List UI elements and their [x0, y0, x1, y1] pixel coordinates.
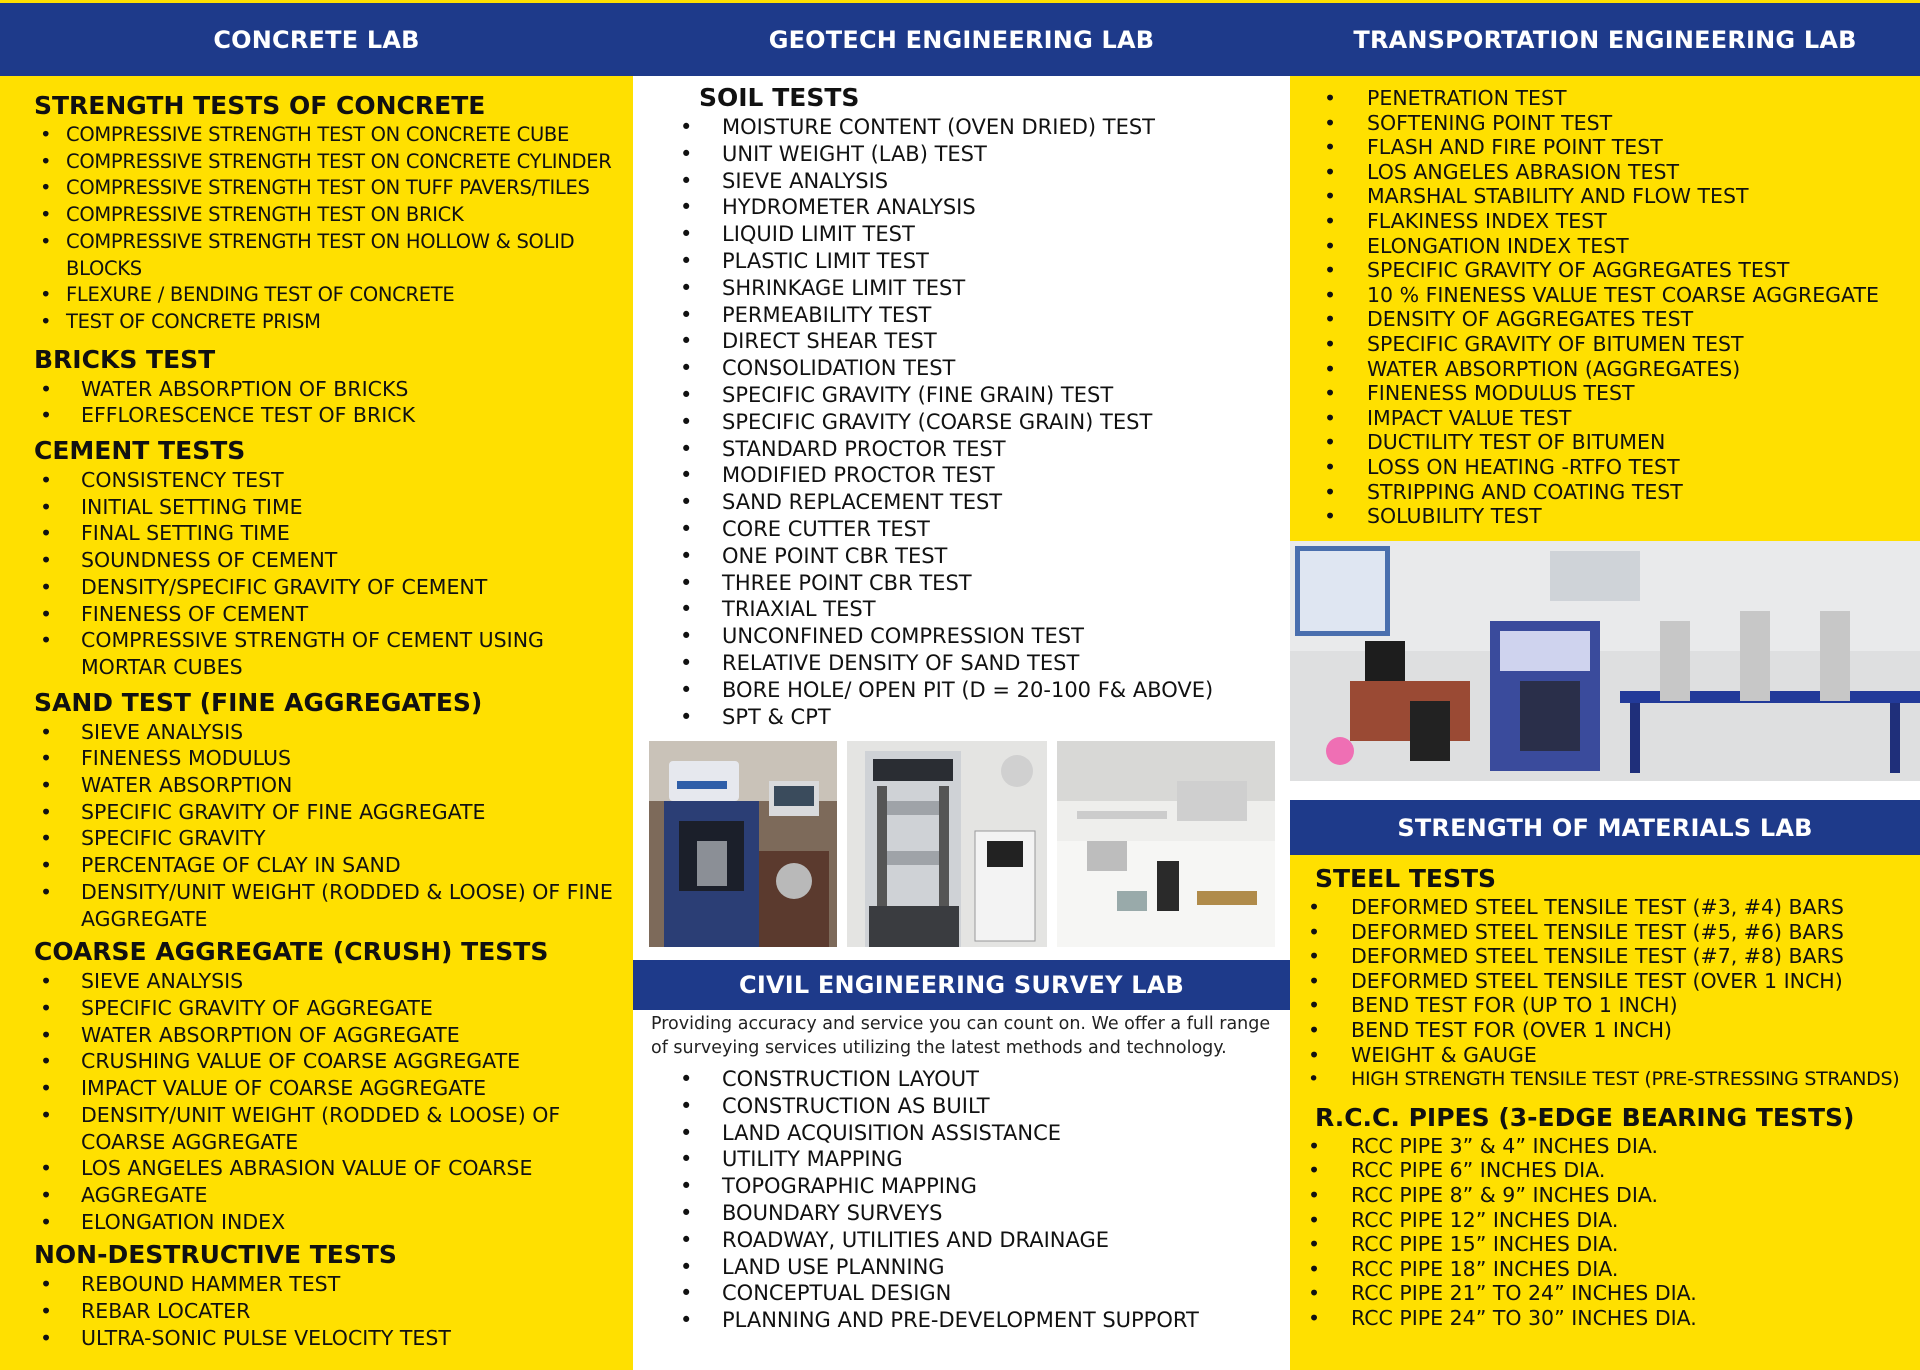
list-item: • RCC PIPE 21” TO 24” INCHES DIA. [1315, 1281, 1920, 1306]
section-title: NON-DESTRUCTIVE TESTS [34, 1240, 397, 1270]
list-item: • SPT & CPT [633, 704, 1287, 731]
compression-machine-photo [649, 741, 837, 947]
list-item: • 10 % FINENESS VALUE TEST COARSE AGGREGATE [1367, 283, 1920, 308]
list-item: • DUCTILITY TEST OF BITUMEN [1367, 430, 1920, 455]
list-item: • COMPRESSIVE STRENGTH TEST ON TUFF PAVERS/TILES [34, 175, 630, 202]
list-item: • MODIFIED PROCTOR TEST [633, 462, 1287, 489]
geotech-lab-header [633, 0, 1290, 76]
geotech-lab-column [633, 0, 1290, 1370]
list-item: • SOFTENING POINT TEST [1367, 111, 1920, 136]
list-item: • CONSTRUCTION LAYOUT [633, 1066, 1281, 1093]
list-item: • WEIGHT & GAUGE [1315, 1043, 1920, 1068]
list-item: • SIEVE ANALYSIS [34, 719, 630, 746]
rcc-pipes-list [1315, 1134, 1920, 1331]
list-item: • MARSHAL STABILITY AND FLOW TEST [1367, 184, 1920, 209]
geotech-photo-strip [649, 741, 1274, 947]
list-item: • IMPACT VALUE TEST [1367, 406, 1920, 431]
list-item: • HIGH STRENGTH TENSILE TEST (PRE-STRESSING STRANDS) [1315, 1067, 1920, 1092]
list-item: • MOISTURE CONTENT (OVEN DRIED) TEST [633, 114, 1287, 141]
list-item: • CRUSHING VALUE OF COARSE AGGREGATE [34, 1048, 630, 1075]
list-item: • SPECIFIC GRAVITY (COARSE GRAIN) TEST [633, 409, 1287, 436]
list-item: • ROADWAY, UTILITIES AND DRAINAGE [633, 1227, 1281, 1254]
list-item: • DENSITY OF AGGREGATES TEST [1367, 307, 1920, 332]
list-item: • CONSISTENCY TEST [34, 467, 630, 494]
list-item: • FINENESS MODULUS [34, 745, 630, 772]
list-item: • STANDARD PROCTOR TEST [633, 436, 1287, 463]
list-item: • CORE CUTTER TEST [633, 516, 1287, 543]
list-item: • WATER ABSORPTION OF AGGREGATE [34, 1022, 630, 1049]
transportation-tests-list [1367, 86, 1920, 529]
list-item: • SPECIFIC GRAVITY [34, 825, 630, 852]
section-title: CEMENT TESTS [34, 436, 246, 466]
list-item: • ULTRA-SONIC PULSE VELOCITY TEST [34, 1325, 630, 1352]
list-item: • HYDROMETER ANALYSIS [633, 194, 1287, 221]
list-item: • REBAR LOCATER [34, 1298, 630, 1325]
survey-services-list [633, 1066, 1281, 1334]
list-item: • COMPRESSIVE STRENGTH OF CEMENT USING MORTAR CUBES [34, 627, 630, 680]
list-item: • INITIAL SETTING TIME [34, 494, 630, 521]
list-item: • FLEXURE / BENDING TEST OF CONCRETE [34, 282, 630, 309]
list-item: • SPECIFIC GRAVITY (FINE GRAIN) TEST [633, 382, 1287, 409]
list-item: • TRIAXIAL TEST [633, 596, 1287, 623]
sand-tests-list [34, 719, 630, 933]
list-item: • PERCENTAGE OF CLAY IN SAND [34, 852, 630, 879]
list-item: • RCC PIPE 18” INCHES DIA. [1315, 1257, 1920, 1282]
section-title: COARSE AGGREGATE (CRUSH) TESTS [34, 937, 549, 967]
list-item: • PLANNING AND PRE-DEVELOPMENT SUPPORT [633, 1307, 1281, 1334]
transportation-lab-column [1290, 0, 1920, 1370]
list-item: • DEFORMED STEEL TENSILE TEST (#3, #4) BARS [1315, 895, 1920, 920]
list-item: • LOS ANGELES ABRASION VALUE OF COARSE [34, 1155, 630, 1182]
list-item: • RCC PIPE 6” INCHES DIA. [1315, 1158, 1920, 1183]
list-item: • CONSOLIDATION TEST [633, 355, 1287, 382]
list-item: • COMPRESSIVE STRENGTH TEST ON CONCRETE CUBE [34, 122, 630, 149]
list-item: • STRIPPING AND COATING TEST [1367, 480, 1920, 505]
list-item: • LAND ACQUISITION ASSISTANCE [633, 1120, 1281, 1147]
list-item: • EFFLORESCENCE TEST OF BRICK [34, 402, 630, 429]
concrete-lab-title: CONCRETE LAB [213, 25, 420, 54]
materials-lab-title: STRENGTH OF MATERIALS LAB [1397, 813, 1813, 842]
section-title: STRENGTH TESTS OF CONCRETE [34, 91, 486, 120]
section-title: STEEL TESTS [1315, 864, 1497, 893]
list-item: • PENETRATION TEST [1367, 86, 1920, 111]
section-title: BRICKS TEST [34, 344, 216, 374]
list-item: • UNIT WEIGHT (LAB) TEST [633, 141, 1287, 168]
section-title: R.C.C. PIPES (3-EDGE BEARING TESTS) [1315, 1102, 1855, 1132]
list-item: • COMPRESSIVE STRENGTH TEST ON CONCRETE CYLINDER [34, 149, 630, 176]
materials-tests-body [1290, 855, 1920, 1370]
list-item: • ELONGATION INDEX TEST [1367, 234, 1920, 259]
list-item: • THREE POINT CBR TEST [633, 570, 1287, 597]
transportation-lab-header [1290, 0, 1920, 76]
concrete-lab-body [34, 86, 630, 1351]
list-item: • LAND USE PLANNING [633, 1254, 1281, 1281]
list-item: • SOLUBILITY TEST [1367, 504, 1920, 529]
transportation-lab-title: TRANSPORTATION ENGINEERING LAB [1353, 25, 1857, 54]
steel-tests-list [1315, 895, 1920, 1092]
list-item: • SPECIFIC GRAVITY OF FINE AGGREGATE [34, 799, 630, 826]
list-item: • SIEVE ANALYSIS [34, 968, 630, 995]
list-item: • DEFORMED STEEL TENSILE TEST (#7, #8) BARS [1315, 944, 1920, 969]
soil-tests-body [667, 82, 1287, 730]
non-destructive-tests-list [34, 1271, 630, 1351]
list-item: • SHRINKAGE LIMIT TEST [633, 275, 1287, 302]
list-item: • FINENESS MODULUS TEST [1367, 381, 1920, 406]
list-item: • FLAKINESS INDEX TEST [1367, 209, 1920, 234]
list-item: • LOS ANGELES ABRASION TEST [1367, 160, 1920, 185]
list-item: • FINAL SETTING TIME [34, 520, 630, 547]
list-item: • PLASTIC LIMIT TEST [633, 248, 1287, 275]
geotech-lab-title: GEOTECH ENGINEERING LAB [768, 25, 1155, 54]
list-item: • LIQUID LIMIT TEST [633, 221, 1287, 248]
survey-lab-body [651, 1012, 1281, 1334]
list-item: • DEFORMED STEEL TENSILE TEST (#5, #6) BARS [1315, 920, 1920, 945]
list-item: • FINENESS OF CEMENT [34, 601, 630, 628]
list-item: • UNCONFINED COMPRESSION TEST [633, 623, 1287, 650]
survey-lab-header [633, 960, 1290, 1010]
list-item: • ELONGATION INDEX [34, 1209, 630, 1236]
list-item: • RELATIVE DENSITY OF SAND TEST [633, 650, 1287, 677]
section-title: SOIL TESTS [699, 83, 860, 112]
survey-intro: Providing accuracy and service you can count on. We offer a full range of surveying services utilizing the latest methods and technology. [651, 1014, 1271, 1058]
survey-lab-title: CIVIL ENGINEERING SURVEY LAB [739, 971, 1184, 999]
transportation-tests-body [1290, 76, 1920, 541]
list-item: • IMPACT VALUE OF COARSE AGGREGATE [34, 1075, 630, 1102]
list-item: • DENSITY/SPECIFIC GRAVITY OF CEMENT [34, 574, 630, 601]
coarse-aggregate-tests-list [34, 968, 630, 1235]
list-item: • RCC PIPE 12” INCHES DIA. [1315, 1208, 1920, 1233]
list-item: • BEND TEST FOR (OVER 1 INCH) [1315, 1018, 1920, 1043]
list-item: • AGGREGATE [34, 1182, 630, 1209]
list-item: • RCC PIPE 24” TO 30” INCHES DIA. [1315, 1306, 1920, 1331]
list-item: • LOSS ON HEATING -RTFO TEST [1367, 455, 1920, 480]
list-item: • PERMEABILITY TEST [633, 302, 1287, 329]
utm-machine-photo [847, 741, 1047, 947]
list-item: • TEST OF CONCRETE PRISM [34, 309, 630, 336]
list-item: • DIRECT SHEAR TEST [633, 328, 1287, 355]
list-item: • UTILITY MAPPING [633, 1146, 1281, 1173]
list-item: • RCC PIPE 8” & 9” INCHES DIA. [1315, 1183, 1920, 1208]
list-item: • DEFORMED STEEL TENSILE TEST (OVER 1 INCH) [1315, 969, 1920, 994]
list-item: • SIEVE ANALYSIS [633, 168, 1287, 195]
cement-tests-list [34, 467, 630, 681]
list-item: • SPECIFIC GRAVITY OF AGGREGATE [34, 995, 630, 1022]
concrete-lab-column [0, 0, 633, 1370]
list-item: • RCC PIPE 3” & 4” INCHES DIA. [1315, 1134, 1920, 1159]
list-item: • RCC PIPE 15” INCHES DIA. [1315, 1232, 1920, 1257]
list-item: • ONE POINT CBR TEST [633, 543, 1287, 570]
concrete-lab-header [0, 0, 633, 76]
list-item: • DENSITY/UNIT WEIGHT (RODDED & LOOSE) OF FINE AGGREGATE [34, 879, 630, 932]
list-item: • BORE HOLE/ OPEN PIT (D = 20-100 F& ABOVE) [633, 677, 1287, 704]
list-item: • SPECIFIC GRAVITY OF BITUMEN TEST [1367, 332, 1920, 357]
bricks-tests-list [34, 376, 630, 429]
list-item: • CONCEPTUAL DESIGN [633, 1280, 1281, 1307]
list-item: • WATER ABSORPTION OF BRICKS [34, 376, 630, 403]
list-item: • SPECIFIC GRAVITY OF AGGREGATES TEST [1367, 258, 1920, 283]
materials-lab-header [1290, 800, 1920, 855]
list-item: • CONSTRUCTION AS BUILT [633, 1093, 1281, 1120]
lab-benches-photo [1057, 741, 1275, 947]
transportation-lab-photo [1290, 541, 1920, 781]
list-item: • COMPRESSIVE STRENGTH TEST ON HOLLOW & SOLID BLOCKS [34, 229, 630, 282]
list-item: • BEND TEST FOR (UP TO 1 INCH) [1315, 993, 1920, 1018]
list-item: • SAND REPLACEMENT TEST [633, 489, 1287, 516]
list-item: • WATER ABSORPTION (AGGREGATES) [1367, 357, 1920, 382]
list-item: • COMPRESSIVE STRENGTH TEST ON BRICK [34, 202, 630, 229]
strength-tests-list [34, 122, 630, 336]
list-item: • REBOUND HAMMER TEST [34, 1271, 630, 1298]
list-item: • SOUNDNESS OF CEMENT [34, 547, 630, 574]
list-item: • DENSITY/UNIT WEIGHT (RODDED & LOOSE) OF COARSE AGGREGATE [34, 1102, 630, 1155]
list-item: • FLASH AND FIRE POINT TEST [1367, 135, 1920, 160]
soil-tests-list [633, 114, 1287, 730]
list-item: • WATER ABSORPTION [34, 772, 630, 799]
list-item: • BOUNDARY SURVEYS [633, 1200, 1281, 1227]
list-item: • TOPOGRAPHIC MAPPING [633, 1173, 1281, 1200]
section-title: SAND TEST (FINE AGGREGATES) [34, 687, 483, 717]
